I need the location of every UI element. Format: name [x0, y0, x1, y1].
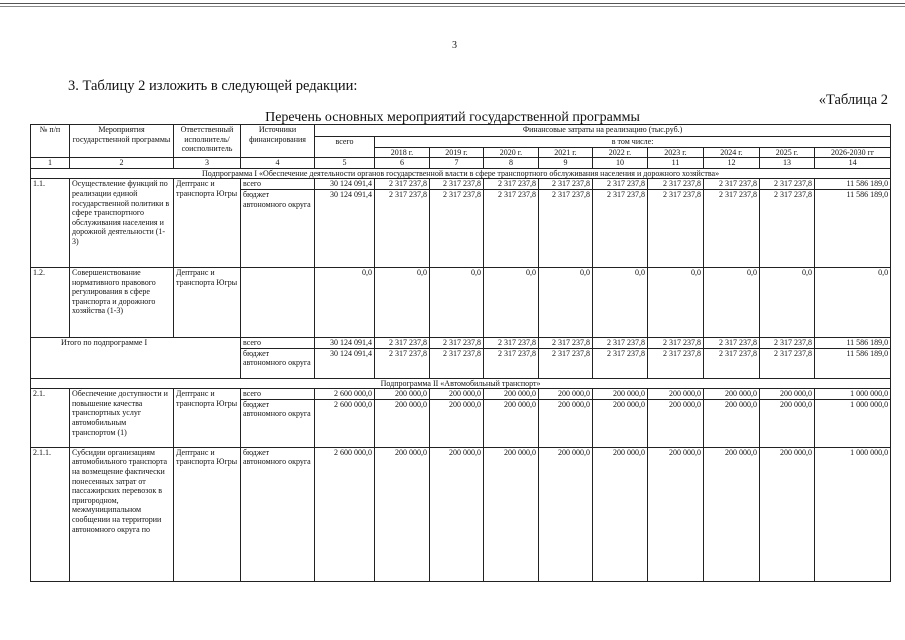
table-title: Перечень основных мероприятий государственной программы [265, 110, 640, 125]
row-value: 200 000,0 [539, 399, 593, 447]
row-value: 0,0 [539, 267, 593, 337]
row-event: Осуществление функций по реализации единой государственной политики в сфере транспортного обслуживания населения и дорожной деятельности (1-3) [70, 179, 174, 268]
row-responsible: Дептранс и транспорта Югры [174, 447, 241, 581]
row-value: 2 317 237,8 [593, 189, 648, 267]
header-year: 2026-2030 гг [815, 147, 891, 158]
row-value: 2 317 237,8 [704, 189, 760, 267]
row-value: 0,0 [704, 267, 760, 337]
header-year: 2022 г. [593, 147, 648, 158]
subprogram-title: Подпрограмма I «Обеспечение деятельности органов государственной власти в сфере транспортного обслуживания населения и дорожного хозяйства» [31, 168, 891, 179]
row-value: 200 000,0 [430, 447, 484, 581]
row-source: бюджет автономного округа [241, 189, 315, 267]
row-value: 2 317 237,8 [760, 179, 815, 190]
row-value: 200 000,0 [704, 399, 760, 447]
col-number: 9 [539, 158, 593, 169]
row-number: 1.1. [31, 179, 70, 268]
col-number: 1 [31, 158, 70, 169]
instruction-text: 3. Таблицу 2 изложить в следующей редакции: [68, 78, 358, 94]
row-total: 30 124 091,4 [315, 348, 375, 378]
row-value: 2 317 237,8 [593, 179, 648, 190]
row-value: 200 000,0 [430, 399, 484, 447]
row-responsible: Дептранс и транспорта Югры [174, 179, 241, 268]
row-value: 2 317 237,8 [484, 189, 539, 267]
scan-border-top [0, 3, 905, 4]
row-value: 200 000,0 [648, 389, 704, 400]
row-value: 11 586 189,0 [815, 179, 891, 190]
col-number: 12 [704, 158, 760, 169]
row-value: 2 317 237,8 [704, 337, 760, 348]
row-event: Совершенствование нормативного правового регулирования в сфере транспорта и дорожного хозяйства (1-3) [70, 267, 174, 337]
header-year: 2024 г. [704, 147, 760, 158]
row-value: 200 000,0 [375, 389, 430, 400]
row-value: 200 000,0 [593, 399, 648, 447]
row-value: 2 317 237,8 [375, 189, 430, 267]
row-total: 30 124 091,4 [315, 337, 375, 348]
row-value: 0,0 [375, 267, 430, 337]
row-value: 2 317 237,8 [760, 189, 815, 267]
row-value: 2 317 237,8 [760, 337, 815, 348]
row-source: бюджет автономного округа [241, 399, 315, 447]
col-number: 14 [815, 158, 891, 169]
program-events-table [30, 124, 891, 582]
header-including: в том числе: [375, 137, 891, 148]
row-value: 0,0 [760, 267, 815, 337]
row-value: 200 000,0 [648, 399, 704, 447]
row-value: 0,0 [430, 267, 484, 337]
header-financial: Финансовые затраты на реализацию (тыс.руб.) [315, 125, 891, 137]
header-year: 2020 г. [484, 147, 539, 158]
row-value: 11 586 189,0 [815, 348, 891, 378]
row-value: 11 586 189,0 [815, 337, 891, 348]
row-value: 2 317 237,8 [375, 179, 430, 190]
header-sources: Источники финансирования [241, 125, 315, 158]
header-responsible: Ответственный исполнитель/ соисполнитель [174, 125, 241, 158]
header-year: 2019 г. [430, 147, 484, 158]
header-year: 2021 г. [539, 147, 593, 158]
row-value: 200 000,0 [430, 389, 484, 400]
row-value: 2 317 237,8 [484, 348, 539, 378]
row-value: 2 317 237,8 [704, 348, 760, 378]
scan-border-top-inner [0, 6, 905, 7]
row-value: 200 000,0 [760, 399, 815, 447]
row-value: 2 317 237,8 [430, 348, 484, 378]
row-responsible: Дептранс и транспорта Югры [174, 267, 241, 337]
row-value: 200 000,0 [375, 447, 430, 581]
row-value: 11 586 189,0 [815, 189, 891, 267]
row-value: 2 317 237,8 [375, 337, 430, 348]
subprogram-total-label: Итого по подпрограмме I [31, 337, 241, 378]
row-value: 200 000,0 [760, 447, 815, 581]
row-value: 2 317 237,8 [539, 348, 593, 378]
table-label: «Таблица 2 [818, 92, 888, 108]
row-number: 2.1.1. [31, 447, 70, 581]
col-number: 2 [70, 158, 174, 169]
header-year: 2023 г. [648, 147, 704, 158]
row-value: 0,0 [484, 267, 539, 337]
row-value: 200 000,0 [539, 447, 593, 581]
row-value: 2 317 237,8 [648, 337, 704, 348]
row-source: бюджет автономного округа [241, 348, 315, 378]
row-total: 2 600 000,0 [315, 447, 375, 581]
row-value: 1 000 000,0 [815, 447, 891, 581]
row-value: 2 317 237,8 [430, 189, 484, 267]
row-value: 2 317 237,8 [539, 179, 593, 190]
row-value: 200 000,0 [484, 399, 539, 447]
row-value: 2 317 237,8 [648, 189, 704, 267]
row-total: 2 600 000,0 [315, 389, 375, 400]
row-value: 1 000 000,0 [815, 389, 891, 400]
row-source: всего [241, 337, 315, 348]
row-value: 2 317 237,8 [593, 348, 648, 378]
row-value: 200 000,0 [760, 389, 815, 400]
row-value: 2 317 237,8 [648, 348, 704, 378]
row-value: 2 317 237,8 [484, 179, 539, 190]
row-value: 0,0 [648, 267, 704, 337]
col-number: 5 [315, 158, 375, 169]
table-row [31, 447, 891, 581]
col-number: 10 [593, 158, 648, 169]
row-value: 2 317 237,8 [704, 179, 760, 190]
row-event: Обеспечение доступности и повышение качества транспортных услуг автомобильным транспортом (1) [70, 389, 174, 448]
row-value: 2 317 237,8 [648, 179, 704, 190]
row-value: 200 000,0 [704, 447, 760, 581]
page-number: 3 [452, 40, 457, 51]
row-value: 2 317 237,8 [430, 179, 484, 190]
table-row [31, 337, 891, 348]
header-year: 2018 г. [375, 147, 430, 158]
row-source [241, 267, 315, 337]
row-value: 0,0 [815, 267, 891, 337]
row-source: бюджет автономного округа [241, 447, 315, 581]
col-number: 4 [241, 158, 315, 169]
row-number: 2.1. [31, 389, 70, 448]
row-total: 30 124 091,4 [315, 189, 375, 267]
row-value: 2 317 237,8 [593, 337, 648, 348]
row-value: 200 000,0 [484, 447, 539, 581]
row-value: 200 000,0 [593, 389, 648, 400]
col-number: 6 [375, 158, 430, 169]
table-row [31, 389, 891, 400]
row-value: 200 000,0 [484, 389, 539, 400]
col-number: 13 [760, 158, 815, 169]
row-value: 200 000,0 [648, 447, 704, 581]
row-responsible: Дептранс и транспорта Югры [174, 389, 241, 448]
col-number: 7 [430, 158, 484, 169]
row-total: 2 600 000,0 [315, 399, 375, 447]
row-value: 200 000,0 [704, 389, 760, 400]
row-source: всего [241, 389, 315, 400]
table-row [31, 267, 891, 337]
row-value: 2 317 237,8 [484, 337, 539, 348]
row-value: 1 000 000,0 [815, 399, 891, 447]
row-value: 2 317 237,8 [539, 337, 593, 348]
row-value: 200 000,0 [539, 389, 593, 400]
row-total: 30 124 091,4 [315, 179, 375, 190]
row-value: 2 317 237,8 [760, 348, 815, 378]
row-event: Субсидии организациям автомобильного транспорта на возмещение фактически понесенных затрат от пассажирских перевозок в пригородном, межмуниципальном сообщении на территории автономного округа по [70, 447, 174, 581]
row-value: 2 317 237,8 [375, 348, 430, 378]
row-value: 2 317 237,8 [430, 337, 484, 348]
col-number: 11 [648, 158, 704, 169]
row-value: 200 000,0 [593, 447, 648, 581]
header-event: Мероприятия государственной программы [70, 125, 174, 158]
row-value: 2 317 237,8 [539, 189, 593, 267]
table-row [31, 179, 891, 190]
subprogram-title: Подпрограмма II «Автомобильный транспорт» [31, 378, 891, 389]
col-number: 8 [484, 158, 539, 169]
header-total: всего [315, 137, 375, 158]
header-year: 2025 г. [760, 147, 815, 158]
row-source: всего [241, 179, 315, 190]
header-num: № п/п [31, 125, 70, 158]
row-number: 1.2. [31, 267, 70, 337]
col-number: 3 [174, 158, 241, 169]
row-total: 0,0 [315, 267, 375, 337]
row-value: 200 000,0 [375, 399, 430, 447]
row-value: 0,0 [593, 267, 648, 337]
